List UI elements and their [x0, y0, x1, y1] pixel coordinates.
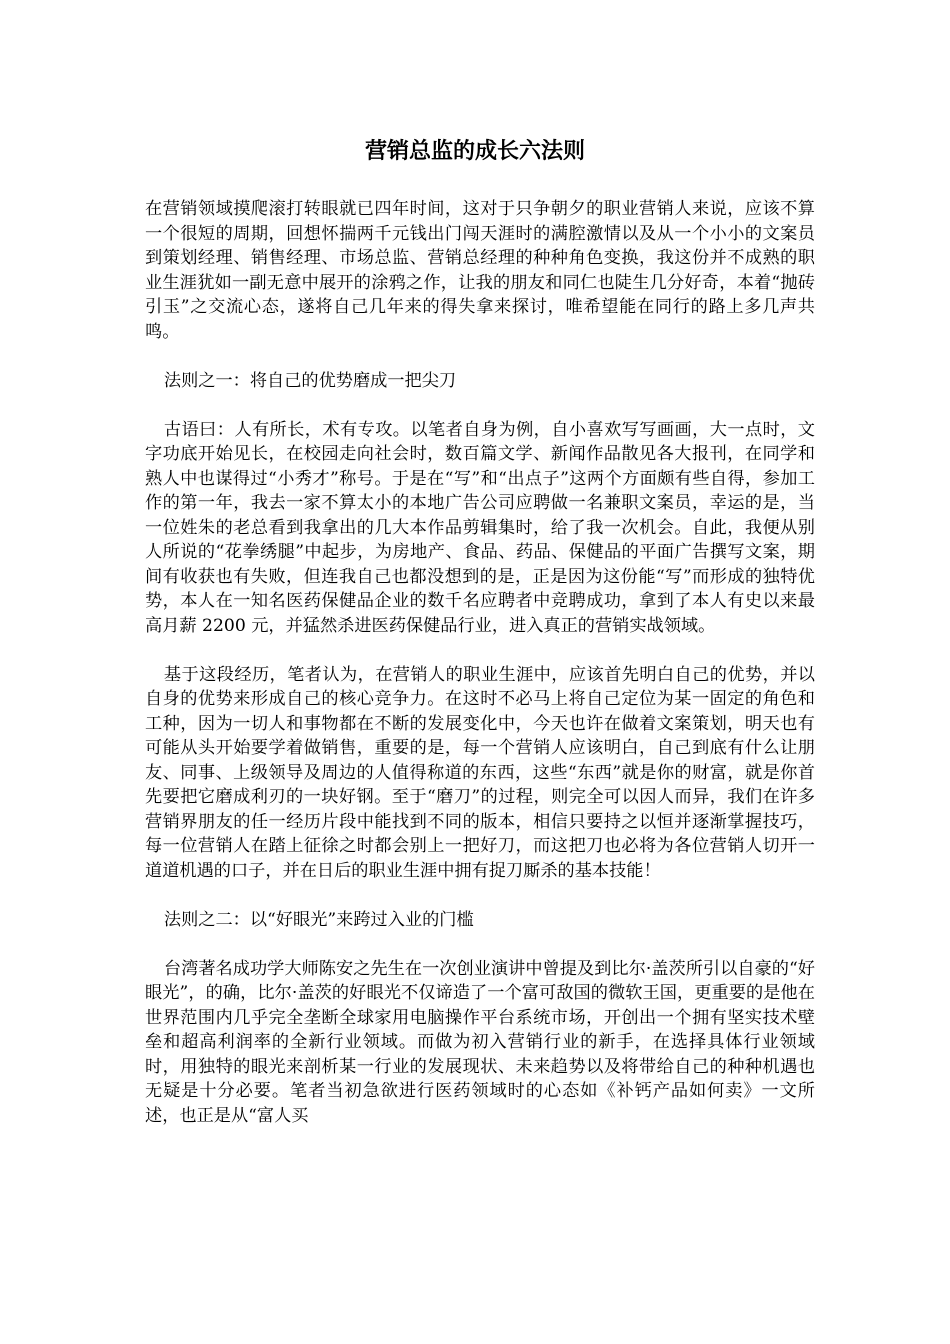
document-body — [145, 197, 815, 1128]
rule1-heading: 法则之一：将自己的优势磨成一把尖刀 — [163, 370, 457, 391]
rule1-paragraph-2: 基于这段经历，笔者认为，在营销人的职业生涯中，应该首先明白自己的优势，并以自身的优势来形成自己的核心竞争力。在这时不必马上将自己定位为某一固定的角色和工种，因为一切人和事物都在不断的发展变化中，今天也许在做着文案策划，明天也有可能从头开始要学着做销售，重要的是，每一个营销人应该明白，自己到底有什么让朋友、同事、上级领导及周边的人值得称道的东西，这些“东西”就是你的财富，就是你首先要把它磨成利刃的一块好钢。至于“磨刀”的过程，则完全可以因人而异，我们在许多营销界朋友的任一经历片段中能找到不同的版本，相信只要持之以恒并逐渐掌握技巧，每一位营销人在踏上征徐之时都会别上一把好刀，而这把刀也必将为各位营销人切开一道道机遇的口子，并在日后的职业生涯中拥有捉刀厮杀的基本技能！ — [145, 664, 815, 881]
rule2-paragraph-1: 台湾著名成功学大师陈安之先生在一次创业演讲中曾提及到比尔·盖茨所引以自豪的“好眼光”，的确，比尔·盖茨的好眼光不仅谛造了一个富可敌国的微软王国，更重要的是他在世界范围内几乎完全垄断全球家用电脑操作平台系统市场，开创出一个拥有坚实技术壁垒和超高利润率的全新行业领域。而做为初入营销行业的新手，在选择具体行业领域时，用独特的眼光来剖析某一行业的发展现状、未来趋势以及将带给自己的种种机遇也无疑是十分必要。笔者当初急欲进行医药领域时的心态如《补钙产品如何卖》一文所述，也正是从“富人买 — [145, 958, 815, 1126]
paragraph-spacer — [145, 932, 815, 957]
intro-paragraph: 在营销领域摸爬滚打转眼就已四年时间，这对于只争朝夕的职业营销人来说，应该不算一个很短的周期，回想怀揣两千元钱出门闯天涯时的满腔激情以及从一个小小的文案员到策划经理、销售经理、市场总监、营销总经理的种种角色变换，我这份并不成熟的职业生涯犹如一副无意中展开的涂鸦之作，让我的朋友和同仁也陡生几分好奇，本着“抛砖引玉”之交流心态，遂将自己几年来的得失拿来探讨，唯希望能在同行的路上多几声共鸣。 — [145, 199, 815, 342]
paragraph-spacer — [145, 883, 815, 908]
paragraph-spacer — [145, 344, 815, 369]
rule1-paragraph-1: 古语曰：人有所长，术有专攻。以笔者自身为例，自小喜欢写写画画，大一点时，文字功底开始见长，在校园走向社会时，数百篇文学、新闻作品散见各大报刊，在同学和熟人中也谋得过“小秀才”称号。于是在“写”和“出点子”这两个方面颇有些自得，参加工作的第一年，我去一家不算太小的本地广告公司应聘做一名兼职文案员，幸运的是，当一位姓朱的老总看到我拿出的几大本作品剪辑集时，给了我一次机会。自此，我便从别人所说的“花拳绣腿”中起步，为房地产、食品、药品、保健品的平面广告撰写文案，期间有收获也有失败，但连我自己也都没想到的是，正是因为这份能“写”而形成的独特优势，本人在一知名医药保健品企业的数千名应聘者中竞聘成功，拿到了本人有史以来最高月薪 2200 元，并猛然杀进医药保健品行业，进入真正的营销实战领域。 — [145, 419, 815, 636]
paragraph-spacer — [145, 393, 815, 418]
paragraph-spacer — [145, 638, 815, 663]
document-title: 营销总监的成长六法则 — [364, 138, 585, 164]
rule2-heading: 法则之二：以“好眼光”来跨过入业的门槛 — [163, 909, 474, 930]
